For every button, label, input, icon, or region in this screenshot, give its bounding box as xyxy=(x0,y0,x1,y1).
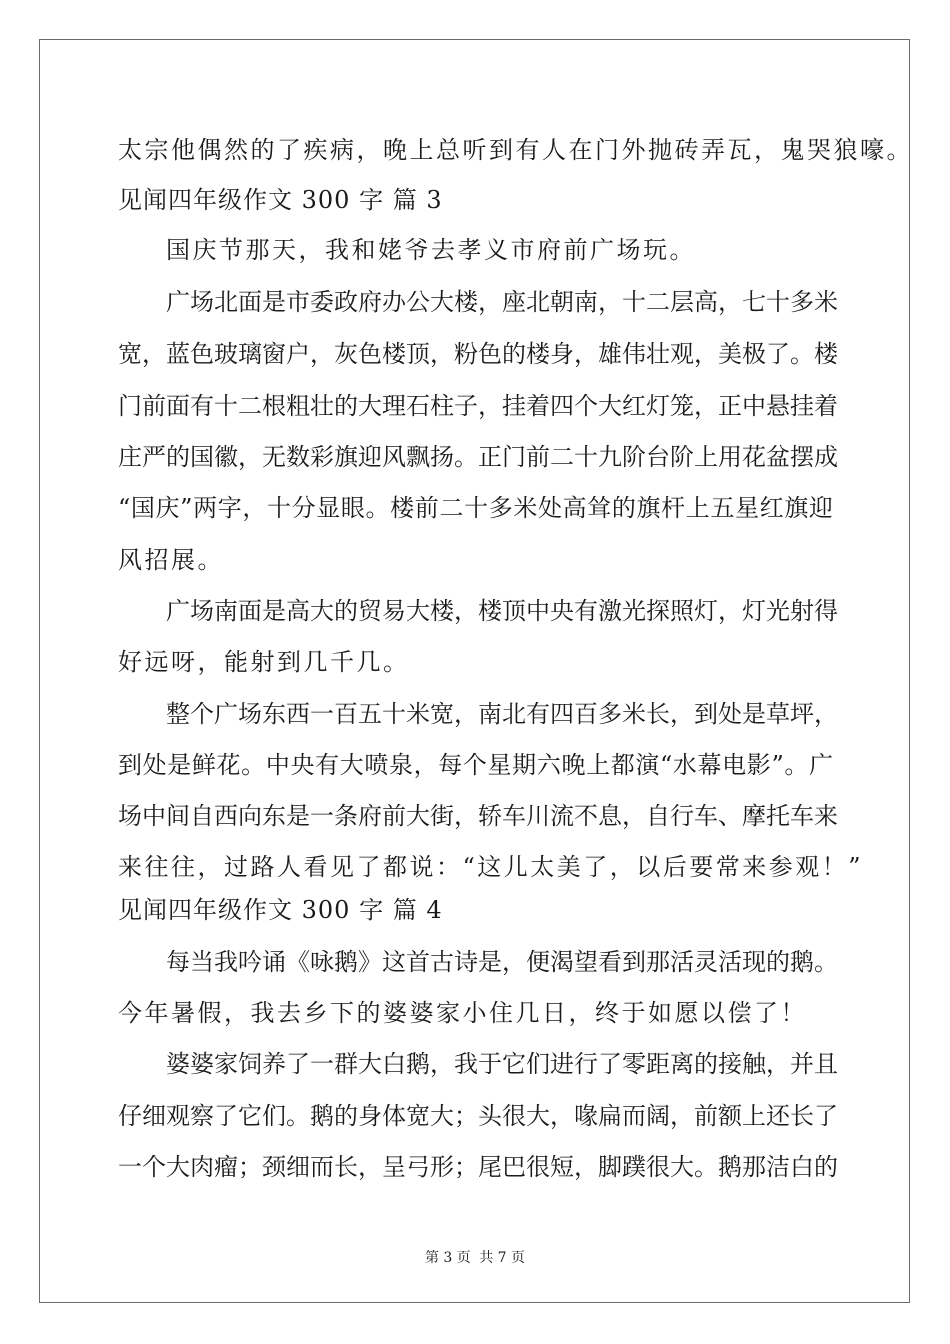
text-line: 来往往，过路人看见了都说：“这儿太美了，以后要常来参观！” xyxy=(118,853,864,881)
text-line: 婆婆家饲养了一群大白鹅，我于它们进行了零距离的接触，并且 xyxy=(166,1050,838,1078)
section-heading: 见闻四年级作文 300 字 篇 4 xyxy=(118,896,443,924)
text-line: 整个广场东西一百五十米宽，南北有四百多米长，到处是草坪， xyxy=(166,700,838,728)
page-number: 第 3 页 xyxy=(424,1250,471,1266)
page-footer xyxy=(0,1247,950,1267)
text-line: 广场南面是高大的贸易大楼，楼顶中央有激光探照灯，灯光射得 xyxy=(166,597,838,625)
text-line: 宽，蓝色玻璃窗户，灰色楼顶，粉色的楼身，雄伟壮观，美极了。楼 xyxy=(118,340,838,368)
text-line: 国庆节那天，我和姥爷去孝义市府前广场玩。 xyxy=(166,236,696,264)
text-line: 仔细观察了它们。鹅的身体宽大；头很大，喙扁而阔，前额上还长了 xyxy=(118,1102,838,1130)
text-line: 广场北面是市委政府办公大楼，座北朝南，十二层高，七十多米 xyxy=(166,288,838,316)
text-line: 好远呀，能射到几千几。 xyxy=(118,648,410,676)
text-line: “国庆”两字，十分显眼。楼前二十多米处高耸的旗杆上五星红旗迎 xyxy=(118,494,833,522)
page-total: 共 7 页 xyxy=(479,1250,526,1266)
section-heading: 见闻四年级作文 300 字 篇 3 xyxy=(118,186,443,214)
text-line: 门前面有十二根粗壮的大理石柱子，挂着四个大红灯笼，正中悬挂着 xyxy=(118,392,838,420)
text-line: 场中间自西向东是一条府前大街，轿车川流不息，自行车、摩托车来 xyxy=(118,802,838,830)
text-line: 到处是鲜花。中央有大喷泉，每个星期六晚上都演“水幕电影”。广 xyxy=(118,751,833,779)
text-line: 每当我吟诵《咏鹅》这首古诗是，便渴望看到那活灵活现的鹅。 xyxy=(166,948,838,976)
text-line: 今年暑假，我去乡下的婆婆家小住几日，终于如愿以偿了！ xyxy=(118,999,807,1027)
text-line: 庄严的国徽，无数彩旗迎风飘扬。正门前二十九阶台阶上用花盆摆成 xyxy=(118,443,838,471)
text-line: 太宗他偶然的了疾病，晚上总听到有人在门外抛砖弄瓦，鬼哭狼嚎。 xyxy=(118,136,913,164)
text-line: 一个大肉瘤；颈细而长，呈弓形；尾巴很短，脚蹼很大。鹅那洁白的 xyxy=(118,1153,838,1181)
text-line: 风招展。 xyxy=(118,546,224,574)
